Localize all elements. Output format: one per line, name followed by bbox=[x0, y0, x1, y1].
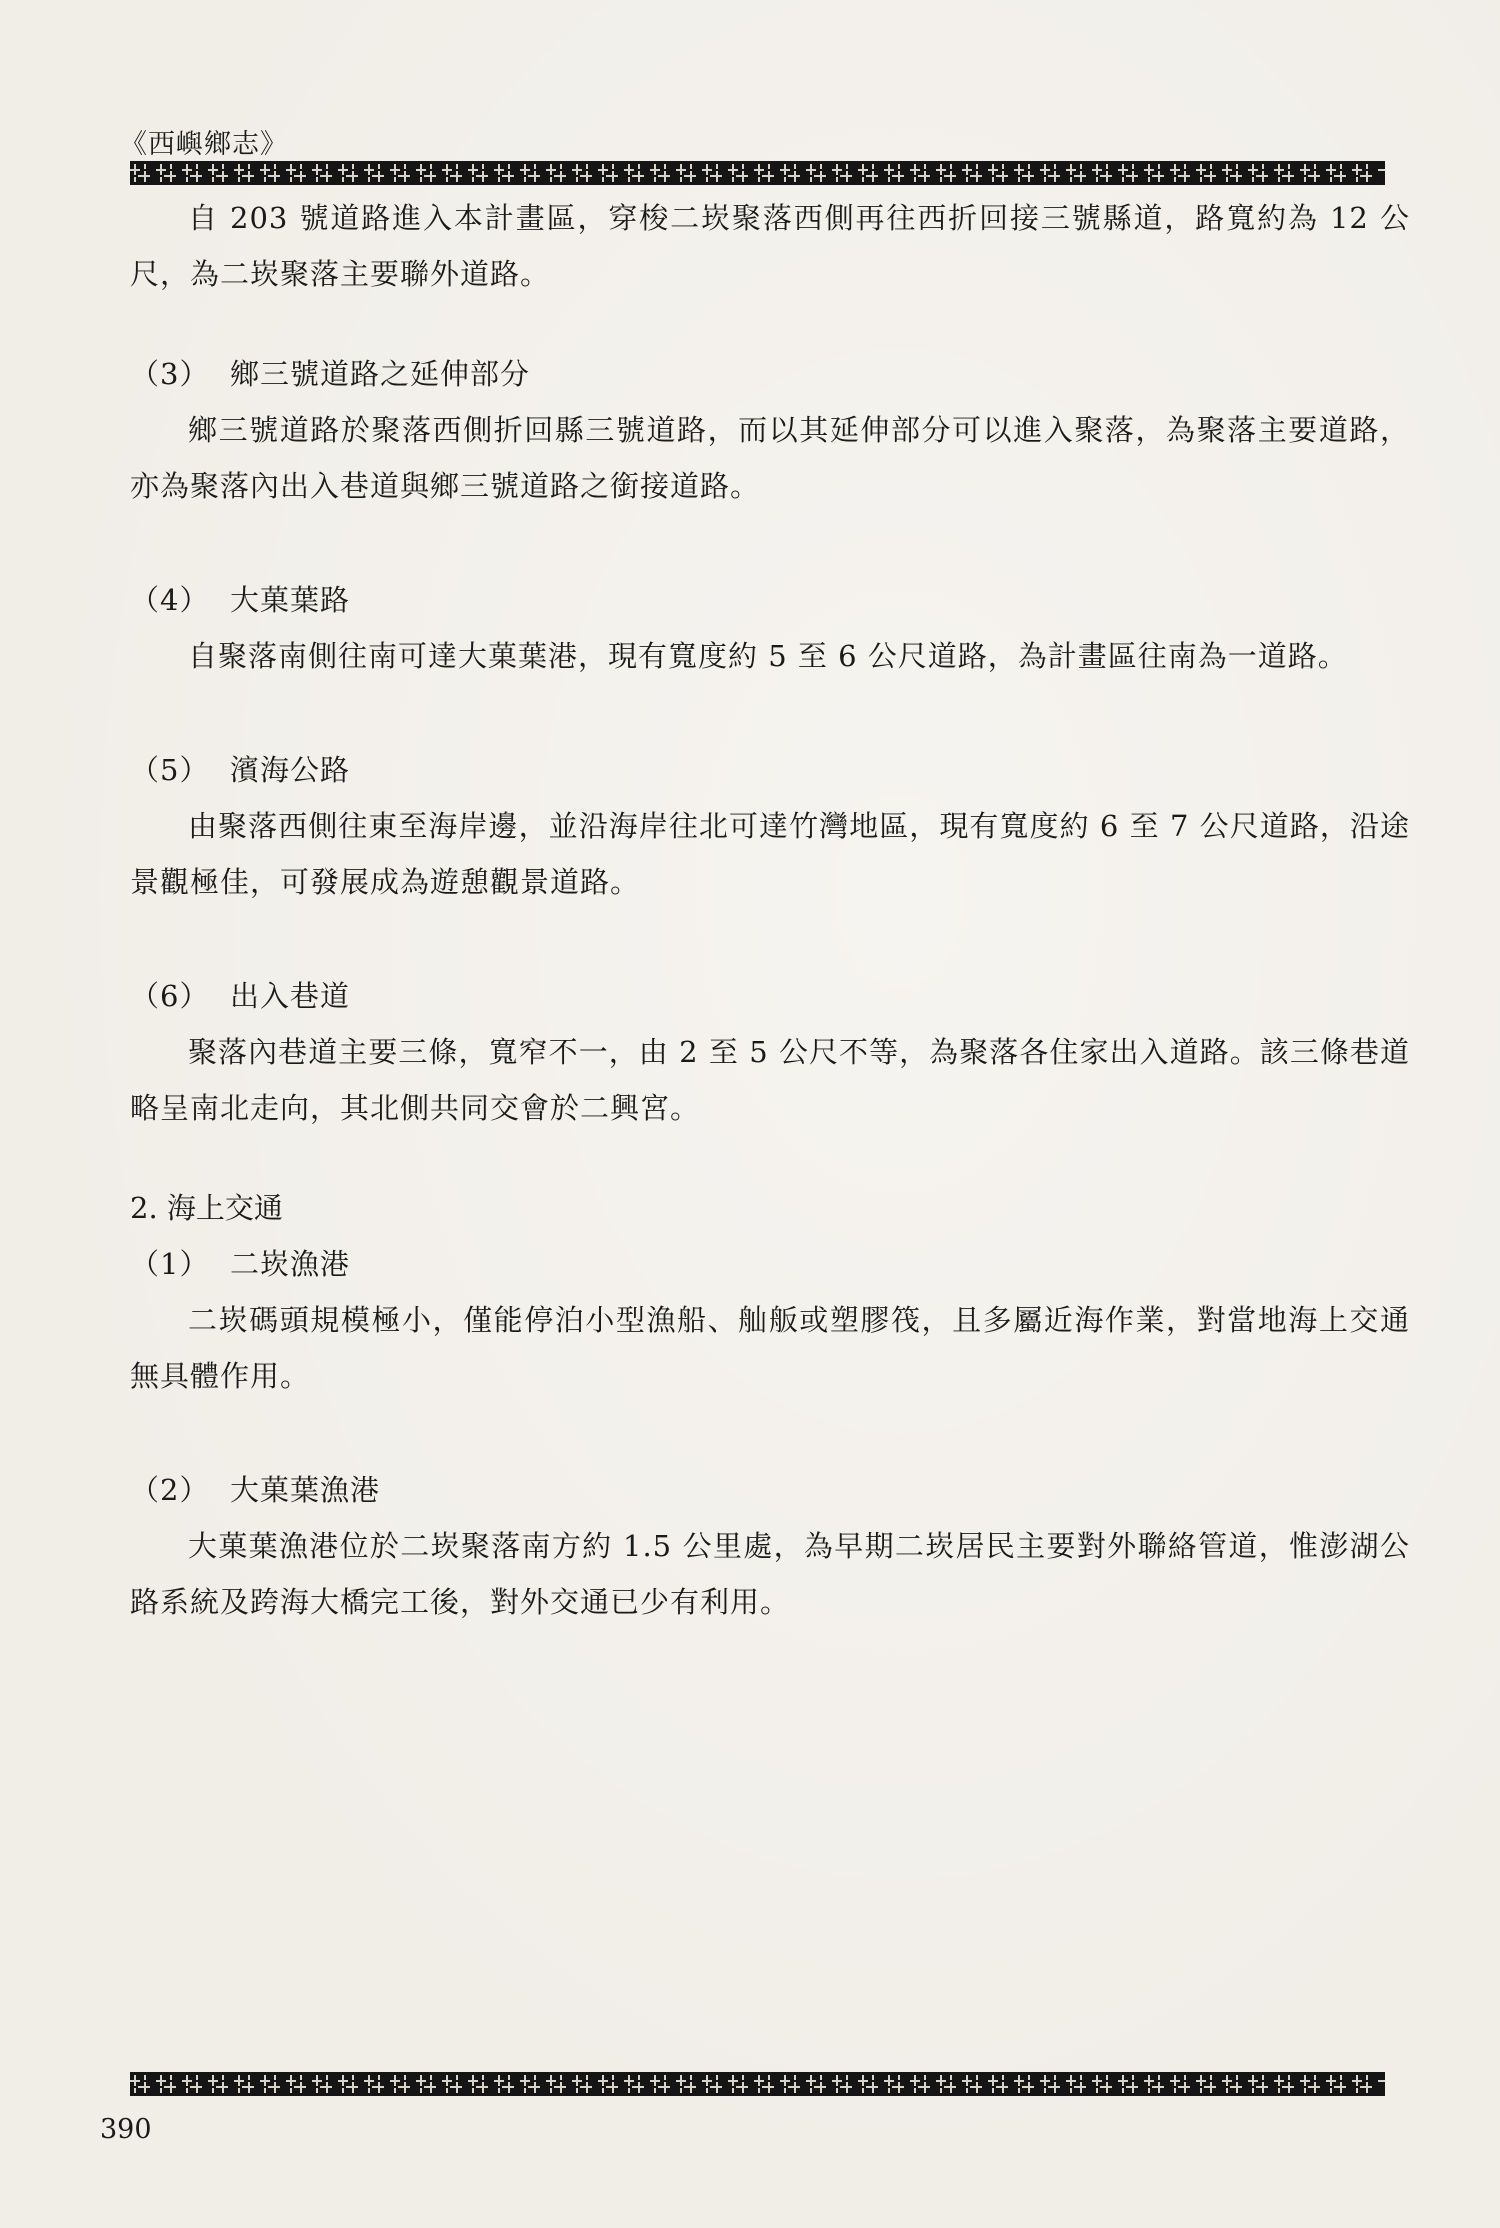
subheading-erkan-harbor bbox=[130, 1236, 1410, 1292]
paragraph-township-road-3: 鄉三號道路於聚落西側折回縣三號道路，而以其延伸部分可以進入聚落，為聚落主要道路，亦為聚落內出入巷道與鄉三號道路之銜接道路。 bbox=[130, 413, 1410, 503]
subheading-township-road-3 bbox=[130, 346, 1410, 402]
subheading-label: 鄉三號道路之延伸部分 bbox=[230, 357, 531, 391]
paragraph-dagoye-road: 自聚落南側往南可達大菓葉港，現有寬度約 5 至 6 公尺道路，為計畫區往南為一道路。 bbox=[188, 639, 1348, 673]
subheading-alleys bbox=[130, 968, 1410, 1024]
subheading-number: （6） bbox=[130, 979, 210, 1013]
subheading-number: （1） bbox=[130, 1247, 210, 1281]
subheading-label: 濱海公路 bbox=[230, 753, 351, 787]
subheading-coastal-highway bbox=[130, 742, 1410, 798]
paragraph-erkan-harbor: 二崁碼頭規模極小，僅能停泊小型漁船、舢舨或塑膠筏，且多屬近海作業，對當地海上交通無具體作用。 bbox=[130, 1303, 1410, 1393]
paragraph-dagoye-harbor: 大菓葉漁港位於二崁聚落南方約 1.5 公里處，為早期二崁居民主要對外聯絡管道，惟澎湖公路系統及跨海大橋完工後，對外交通已少有利用。 bbox=[130, 1529, 1410, 1619]
subheading-number: （4） bbox=[130, 583, 210, 617]
paragraph-alleys: 聚落內巷道主要三條，寬窄不一，由 2 至 5 公尺不等，為聚落各住家出入道路。該三條巷道略呈南北走向，其北側共同交會於二興宮。 bbox=[130, 1035, 1410, 1125]
book-title: 《西嶼鄉志》 bbox=[120, 129, 288, 160]
section-heading-sea-transport: 2. 海上交通 bbox=[130, 1191, 283, 1225]
page-content bbox=[130, 190, 1410, 1630]
subheading-label: 大菓葉路 bbox=[230, 583, 351, 617]
paragraph-203-road: 自 203 號道路進入本計畫區，穿梭二崁聚落西側再往西折回接三號縣道，路寬約為 12 公尺，為二崁聚落主要聯外道路。 bbox=[130, 201, 1410, 291]
subheading-label: 大菓葉漁港 bbox=[230, 1473, 381, 1507]
footer-border bbox=[130, 2072, 1385, 2096]
subheading-number: （3） bbox=[130, 357, 210, 391]
subheading-number: （5） bbox=[130, 753, 210, 787]
paragraph-coastal-highway: 由聚落西側往東至海岸邊，並沿海岸往北可達竹灣地區，現有寬度約 6 至 7 公尺道路，沿途景觀極佳，可發展成為遊憩觀景道路。 bbox=[130, 809, 1410, 899]
subheading-dagoye-road bbox=[130, 572, 1410, 628]
subheading-label: 二崁漁港 bbox=[230, 1247, 351, 1281]
subheading-dagoye-harbor bbox=[130, 1462, 1410, 1518]
page-number: 390 bbox=[100, 2114, 152, 2145]
header-border bbox=[130, 161, 1385, 185]
subheading-label: 出入巷道 bbox=[230, 979, 351, 1013]
subheading-number: （2） bbox=[130, 1473, 210, 1507]
